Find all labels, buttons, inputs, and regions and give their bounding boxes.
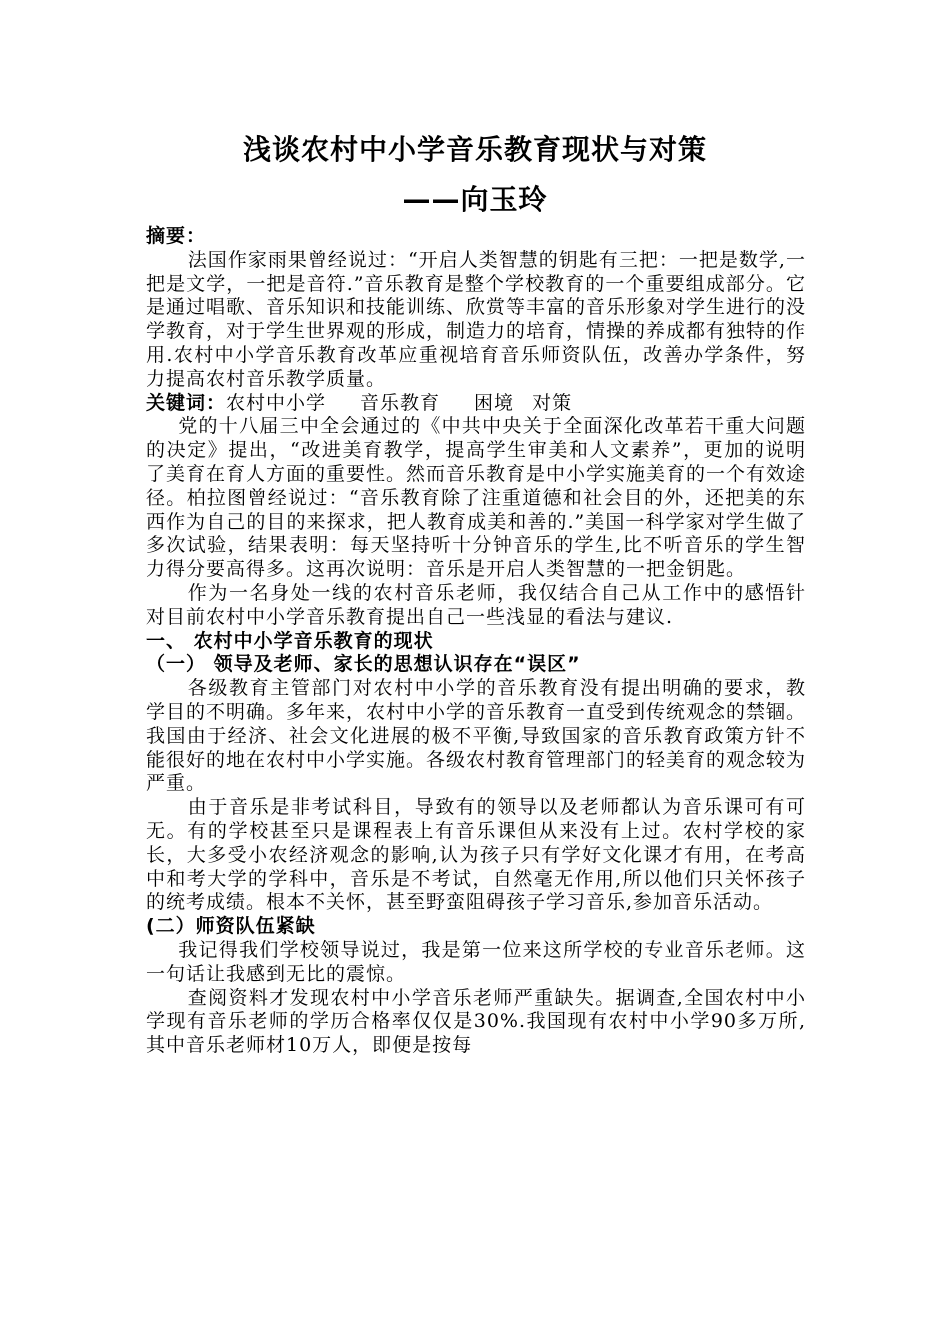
keyword: 农村中小学 [226, 391, 327, 414]
subsection-heading: (二）师资队伍紧缺 [146, 915, 316, 938]
intro-paragraph: 作为一名身处一线的农村音乐老师，我仅结合自己从工作中的感悟针对目前农村中小学音乐教育提出自己一些浅显的看法与建议. [146, 581, 806, 628]
abstract-label: 摘要： [146, 225, 207, 247]
subsection-heading: （一） 领导及老师、家长的思想认识存在“误区” [146, 653, 581, 676]
section-heading: 一、 农村中小学音乐教育的现状 [146, 629, 434, 652]
body-paragraph: 查阅资料才发现农村中小学音乐老师严重缺失。据调查,全国农村中小学现有音乐老师的学历合格率仅仅是30%.我国现有农村中小学90多万所,其中音乐老师材10万人，即便是按每 [146, 986, 806, 1057]
document-body [146, 225, 806, 1058]
intro-paragraph: 党的十八届三中全会通过的《中共中央关于全面深化改革若干重大问题的决定》提出，“改进美育教学，提高学生审美和人文素养”，更加的说明了美育在育人方面的重要性。然而音乐教育是中小学实施美育的一个有效途径。柏拉图曾经说过：“音乐教育除了注重道德和社会目的外，还把美的东西作为自己的目的来探求，把人教育成美和善的.”美国一科学家对学生做了多次试验，结果表明：每天坚持听十分钟音乐的学生,比不听音乐的学生智力得分要高得多。这再次说明：音乐是开启人类智慧的一把金钥匙。 [146, 415, 807, 581]
document-author: ——向玉玲 [402, 183, 548, 216]
keyword: 音乐教育 [360, 391, 441, 414]
body-paragraph: 由于音乐是非考试科目，导致有的领导以及老师都认为音乐课可有可无。有的学校甚至只是课程表上有音乐课但从来没有上过。农村学校的家长，大多受小农经济观念的影响,认为孩子只有学好文化课才有用，在考高中和考大学的学科中，音乐是不考试，自然毫无作用,所以他们只关怀孩子的统考成绩。根本不关怀，甚至野蛮阻碍孩子学习音乐,参加音乐活动。 [146, 796, 806, 914]
document-title: 浅谈农村中小学音乐教育现状与对策 [242, 133, 707, 166]
abstract-text: 法国作家雨果曾经说过：“开启人类智慧的钥匙有三把：一把是数学,一把是文学，一把是音符.”音乐教育是整个学校教育的一个重要组成部分。它是通过唱歌、音乐知识和技能训练、欣赏等丰富的音乐形象对学生进行的没学教育，对于学生世界观的形成，制造力的培育，情操的养成都有独特的作用.农村中小学音乐教育改革应重视培育音乐师资队伍，改善办学条件，努力提高农村音乐教学质量。 [146, 248, 807, 390]
keyword: 对策 [532, 391, 573, 414]
keywords-line [146, 392, 806, 416]
keyword: 困境 [474, 391, 515, 414]
body-paragraph: 我记得我们学校领导说过，我是第一位来这所学校的专业音乐老师。这一句话让我感到无比的震惊。 [146, 938, 806, 985]
body-paragraph: 各级教育主管部门对农村中小学的音乐教育没有提出明确的要求，教学目的不明确。多年来，农村中小学的音乐教育一直受到传统观念的禁锢。我国由于经济、社会文化进展的极不平衡,导致国家的音乐教育政策方针不能很好的地在农村中小学实施。各级农村教育管理部门的轻美育的观念较为严重。 [146, 677, 807, 795]
keywords-label: 关键词： [146, 391, 227, 414]
